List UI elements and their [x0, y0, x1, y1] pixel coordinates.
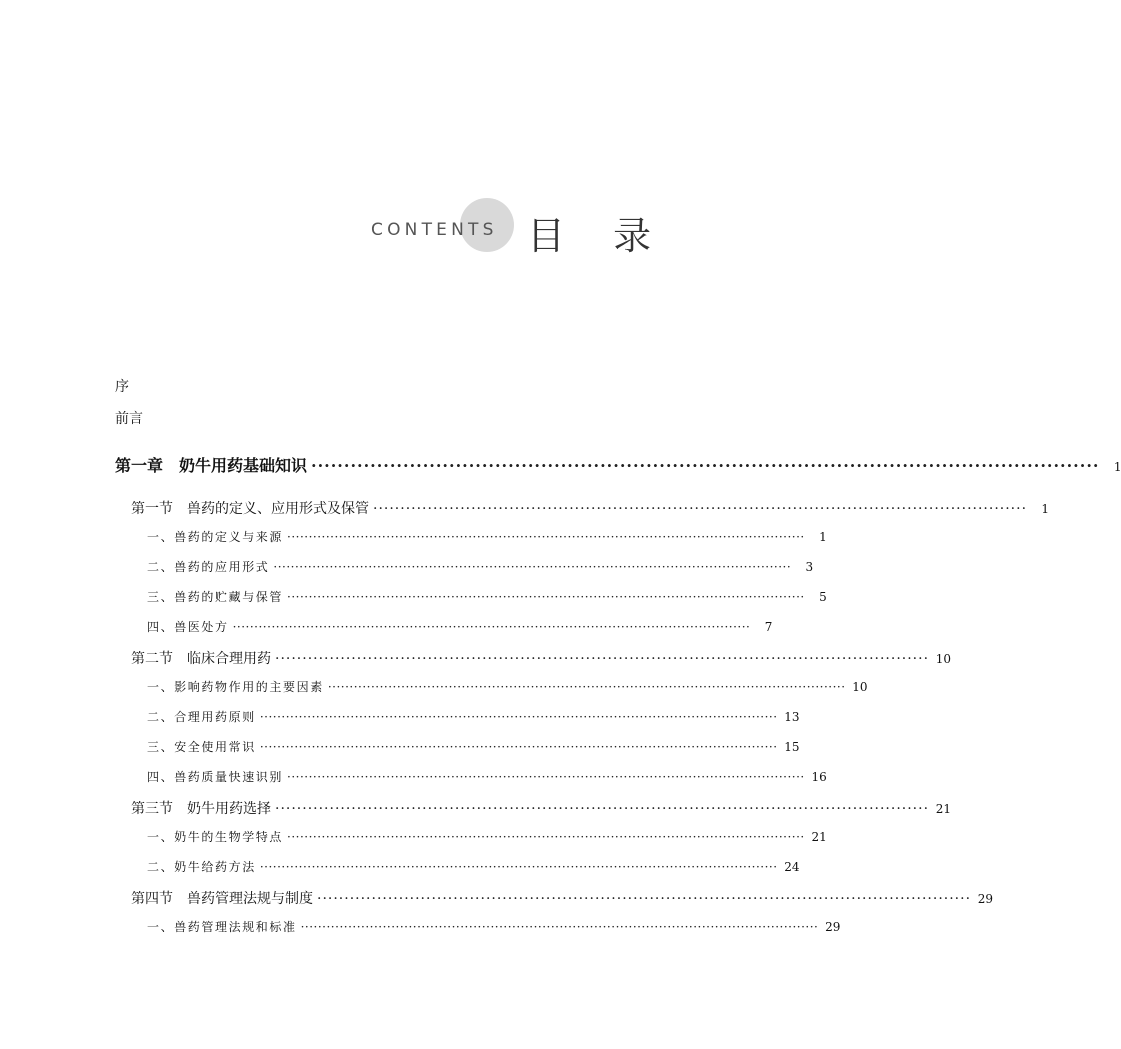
toc-leader-dots: ························································································································: [373, 501, 1028, 517]
toc-entry-title: 第一章 奶牛用药基础知识: [115, 456, 308, 475]
toc-item: [147, 528, 827, 545]
toc-leader-dots: ························································································································: [259, 860, 778, 874]
toc-entry-page: 21: [935, 802, 952, 816]
toc-entry-page: 5: [819, 590, 827, 604]
toc-entry-page: 21: [811, 830, 827, 844]
toc-leader-dots: ························································································································: [287, 830, 805, 844]
toc-leader-dots: ························································································································: [311, 456, 1100, 475]
toc-item: [147, 588, 827, 605]
toc-entry-page: 1: [1113, 460, 1121, 474]
toc-section-3: [131, 798, 952, 818]
toc-entry-title: 四、兽医处方: [147, 620, 229, 634]
toc-leader-dots: ························································································································: [327, 680, 846, 694]
toc-header: [0, 0, 730, 300]
toc-item: [147, 858, 800, 875]
toc-entry-title: 三、安全使用常识: [147, 740, 256, 754]
toc-chapter-1: [115, 453, 1121, 476]
toc-section-1: [131, 498, 1050, 518]
toc-entry-page: 7: [764, 620, 773, 634]
toc-entry-title: 一、影响药物作用的主要因素: [147, 680, 324, 694]
toc-item: [147, 738, 800, 755]
toc-leader-dots: ························································································································: [287, 590, 805, 604]
toc-item: [147, 828, 827, 845]
toc-item: [147, 918, 841, 935]
front-matter-foreword: 前言: [115, 411, 143, 427]
toc-entry-title: 第三节 奶牛用药选择: [131, 801, 271, 817]
toc-leader-dots: ························································································································: [259, 710, 778, 724]
front-matter-preface: 序: [115, 379, 129, 395]
toc-entry-title: 四、兽药质量快速识别: [147, 770, 284, 784]
contents-label: CONTENTS: [371, 220, 498, 240]
toc-entry-title: 二、奶牛给药方法: [147, 860, 256, 874]
toc-entry-page: 13: [784, 710, 800, 724]
toc-entry-title: 第二节 临床合理用药: [131, 651, 271, 667]
toc-item: [147, 708, 800, 725]
toc-entry-title: 二、兽药的应用形式: [147, 560, 270, 574]
toc-section-2: [131, 648, 952, 668]
toc-leader-dots: ························································································································: [317, 891, 972, 907]
toc-section-4: [131, 888, 994, 908]
toc-entry-page: 10: [935, 652, 952, 666]
toc-item: [147, 678, 868, 695]
toc-leader-dots: ························································································································: [232, 620, 751, 634]
toc-entry-page: 3: [805, 560, 814, 574]
toc-entry-page: 1: [1041, 502, 1050, 516]
page-title: 目 录: [527, 214, 670, 258]
toc-entry-page: 29: [825, 920, 841, 934]
toc-leader-dots: ························································································································: [259, 740, 778, 754]
toc-leader-dots: ························································································································: [275, 651, 930, 667]
toc-entry-title: 二、合理用药原则: [147, 710, 256, 724]
toc-entry-page: 16: [811, 770, 827, 784]
toc-entry-title: 三、兽药的贮藏与保管: [147, 590, 284, 604]
toc-leader-dots: ························································································································: [287, 770, 805, 784]
toc-entry-page: 24: [784, 860, 800, 874]
toc-entry-page: 29: [977, 892, 994, 906]
toc-entry-page: 10: [852, 680, 868, 694]
toc-leader-dots: ························································································································: [287, 530, 805, 544]
toc-item: [147, 558, 814, 575]
toc-leader-dots: ························································································································: [275, 801, 930, 817]
toc-item: [147, 618, 773, 635]
toc-entry-title: 一、兽药管理法规和标准: [147, 920, 297, 934]
toc-entry-title: 第一节 兽药的定义、应用形式及保管: [131, 501, 369, 517]
toc-entry-page: 1: [819, 530, 827, 544]
toc-entry-title: 一、奶牛的生物学特点: [147, 830, 284, 844]
toc-item: [147, 768, 827, 785]
toc-entry-title: 一、兽药的定义与来源: [147, 530, 284, 544]
toc-entry-page: 15: [784, 740, 800, 754]
toc-leader-dots: ························································································································: [273, 560, 792, 574]
toc-entry-title: 第四节 兽药管理法规与制度: [131, 891, 313, 907]
toc-leader-dots: ························································································································: [300, 920, 819, 934]
